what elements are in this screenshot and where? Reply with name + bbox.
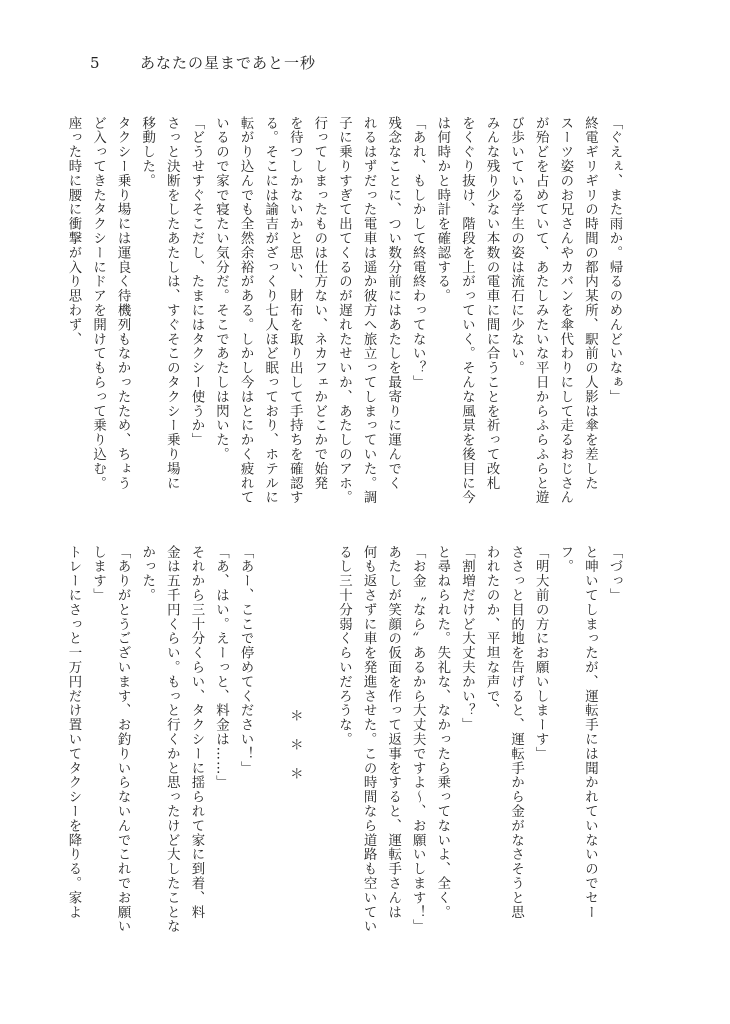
text-line: 行ってしまったものは仕方ない、ネカフェかどこかで始発 [311,116,327,491]
text-line: をくぐり抜け、階段を上がっていく。そんな風景を後目に今 [459,116,475,505]
text-line: るし三十分弱くらいだろうな。 [336,545,352,747]
text-line: フ。 [557,545,573,574]
text-line: 金は五千円くらい。もっと行くかと思ったけど大したことな [164,545,180,934]
text-line: 「ぐえぇ、また雨か。帰るのめんどいなぁ」 [607,116,622,404]
text-line: それから三十分くらい、タクシーに揺られて家に到着、料 [188,545,204,920]
text-line: 「あー、ここで停めてください！」 [238,545,254,776]
text-line: を待つしかないかと思い、財布を取り出して手持ちを確認す [287,116,303,505]
text-line: スーツ姿のお兄さんやカバンを傘代わりにして走るおじさん [557,116,573,505]
text-line: 移動した。 [139,116,155,188]
blank-line [257,545,282,945]
text-line: いるので家で寝たい気分だ。そこであたしは閃いた。 [213,116,229,462]
text-line: 「明大前の方にお願いしまーす」 [533,545,549,761]
text-line: われたのか、平坦な声で、 [484,545,500,718]
text-line: ど入ってきたタクシーにドアを開けてもらって乗り込む。 [90,116,106,491]
text-line: と呻いてしまったが、運転手には聞かれていないのでセー [582,545,598,920]
running-title: あなたの星まであと一秒 [140,54,317,72]
text-line: れるはずだった電車は遥か彼方へ旅立ってしまっていた。調 [361,116,377,505]
text-line: 終電ギリギリの時間の都内某所、駅前の人影は傘を差した [582,116,598,491]
text-line: は何時かと時計を確認する。 [434,116,450,304]
text-line: 何も返さずに車を発進させた。この時間なら道路も空いてい [361,545,377,934]
text-line: 「づっ」 [607,545,622,603]
text-line: 座った時に腰に衝撃が入り思わず、 [65,116,81,347]
text-line: と尋ねられた。失礼な、なかったら乗ってないよ、全く。 [434,545,450,920]
text-line: 「割増だけど大丈夫かい？」 [459,545,475,733]
text-line: 残念なことに、つい数分前にはあたしを最寄りに運んでく [385,116,401,491]
text-line: さっと決断をしたあたしは、すぐそこのタクシー乗り場に [164,116,180,491]
text-line: る。そこには諭吉がざっくり七人ほど眠っており、ホテルに [262,116,278,505]
text-line: 子に乗りすぎて出てくるのが遅れたせいか、あたしのアホ。 [336,116,352,505]
text-line: 「あ、はい。えーっと、料金は……」 [213,545,229,790]
text-line: 「あれ、もしかして終電終わってない？」 [410,116,426,390]
text-line: トレーにさっと一万円だけ置いてタクシーを降りる。家よ [65,545,81,920]
text-line: 「ありがとうございます、お釣りいらないんでこれでお願い [115,545,131,934]
upper-text-block [65,116,626,505]
lower-text-block [65,545,626,945]
text-line: します」 [90,545,106,603]
blank-line [306,545,331,945]
page-number: 5 [90,54,100,72]
text-line: ささっと目的地を告げると、運転手から金がなさそうと思 [508,545,524,920]
text-line: みんな残り少ない本数の電車に間に合うことを祈って改札 [484,116,500,491]
text-line: び歩いている学生の姿は流石に少ない。 [508,116,524,376]
text-line: タクシー乗り場には運良く待機列もなかったため、ちょう [115,116,131,491]
text-line: あたしが笑顔の仮面を作って返事をすると、運転手さんは [385,545,401,920]
scene-break: ＊ ＊ ＊ [287,709,303,781]
text-line: かった。 [139,545,155,603]
text-line: 「お金〝なら〟あるから大丈夫ですよ〜、お願いします！」 [410,545,426,934]
text-line: 「どうせすぐそこだし、たまにはタクシー使うか」 [188,116,204,448]
text-line: 転がり込んでも全然余裕がある。しかし今はとにかく疲れて [238,116,254,505]
text-line: が殆どを占めていて、あたしみたいな平日からふらふらと遊 [533,116,549,505]
